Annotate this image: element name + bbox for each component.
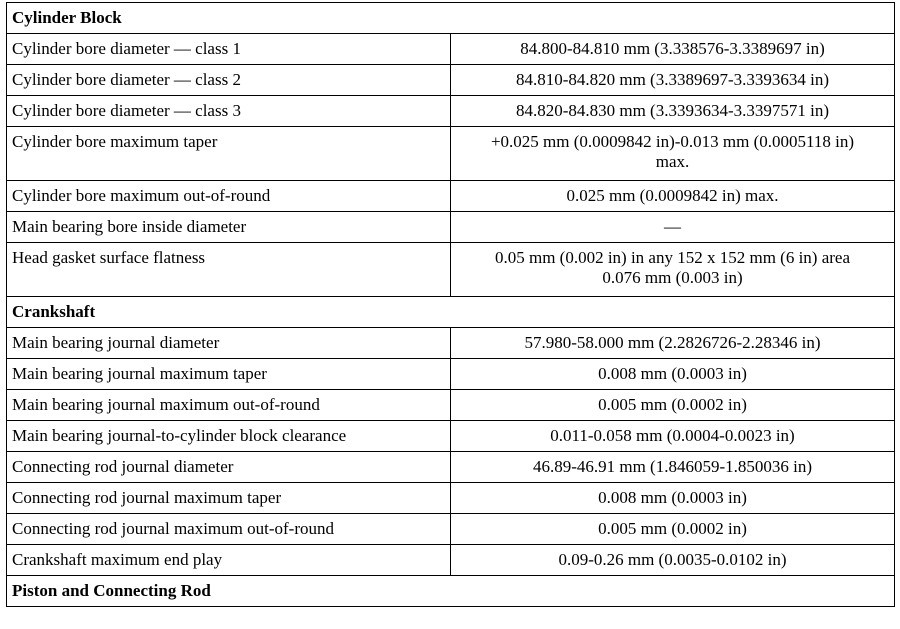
section-header-piston-and-connecting-rod [7, 576, 895, 607]
table-row [7, 514, 895, 545]
spec-value: 84.810-84.820 mm (3.3389697-3.3393634 in) [451, 65, 895, 96]
spec-label: Connecting rod journal maximum taper [7, 483, 451, 514]
table-row [7, 328, 895, 359]
table-row [7, 483, 895, 514]
spec-value [451, 127, 895, 181]
spec-value: — [451, 212, 895, 243]
spec-value: 0.005 mm (0.0002 in) [451, 390, 895, 421]
spec-label: Cylinder bore diameter — class 2 [7, 65, 451, 96]
table-row [7, 359, 895, 390]
spec-value: 84.820-84.830 mm (3.3393634-3.3397571 in) [451, 96, 895, 127]
spec-value: 0.011-0.058 mm (0.0004-0.0023 in) [451, 421, 895, 452]
spec-value-line: 0.05 mm (0.002 in) in any 152 x 152 mm (6 in) area [494, 248, 851, 267]
spec-value: 0.008 mm (0.0003 in) [451, 483, 895, 514]
table-row [7, 421, 895, 452]
table-row [7, 545, 895, 576]
spec-label: Cylinder bore maximum out-of-round [7, 181, 451, 212]
spec-value: 46.89-46.91 mm (1.846059-1.850036 in) [451, 452, 895, 483]
spec-label: Main bearing journal maximum out-of-round [7, 390, 451, 421]
section-header-crankshaft [7, 297, 895, 328]
spec-label: Main bearing journal-to-cylinder block clearance [7, 421, 451, 452]
spec-value: 57.980-58.000 mm (2.2826726-2.28346 in) [451, 328, 895, 359]
table-row [7, 96, 895, 127]
section-title: Cylinder Block [7, 3, 895, 34]
section-title: Piston and Connecting Rod [7, 576, 895, 607]
spec-label: Connecting rod journal diameter [7, 452, 451, 483]
table-row [7, 181, 895, 212]
spec-value-line: +0.025 mm (0.0009842 in)-0.013 mm (0.0005118 in) [490, 132, 855, 151]
spec-label: Head gasket surface flatness [7, 243, 451, 297]
spec-label: Cylinder bore diameter — class 1 [7, 34, 451, 65]
specification-table [6, 2, 895, 607]
table-row [7, 243, 895, 297]
spec-label: Main bearing bore inside diameter [7, 212, 451, 243]
spec-value [451, 243, 895, 297]
table-row [7, 212, 895, 243]
spec-label: Cylinder bore diameter — class 3 [7, 96, 451, 127]
section-header-cylinder-block [7, 3, 895, 34]
spec-value: 0.008 mm (0.0003 in) [451, 359, 895, 390]
table-row [7, 452, 895, 483]
spec-label: Connecting rod journal maximum out-of-round [7, 514, 451, 545]
table-row [7, 127, 895, 181]
spec-value: 0.025 mm (0.0009842 in) max. [451, 181, 895, 212]
spec-label: Main bearing journal maximum taper [7, 359, 451, 390]
section-title: Crankshaft [7, 297, 895, 328]
spec-value: 84.800-84.810 mm (3.338576-3.3389697 in) [451, 34, 895, 65]
spec-value-line: 0.076 mm (0.003 in) [602, 268, 743, 287]
table-row [7, 65, 895, 96]
spec-label: Main bearing journal diameter [7, 328, 451, 359]
spec-value: 0.09-0.26 mm (0.0035-0.0102 in) [451, 545, 895, 576]
spec-value: 0.005 mm (0.0002 in) [451, 514, 895, 545]
table-row [7, 390, 895, 421]
spec-label: Cylinder bore maximum taper [7, 127, 451, 181]
spec-label: Crankshaft maximum end play [7, 545, 451, 576]
table-row [7, 34, 895, 65]
spec-value-line: max. [655, 152, 690, 171]
